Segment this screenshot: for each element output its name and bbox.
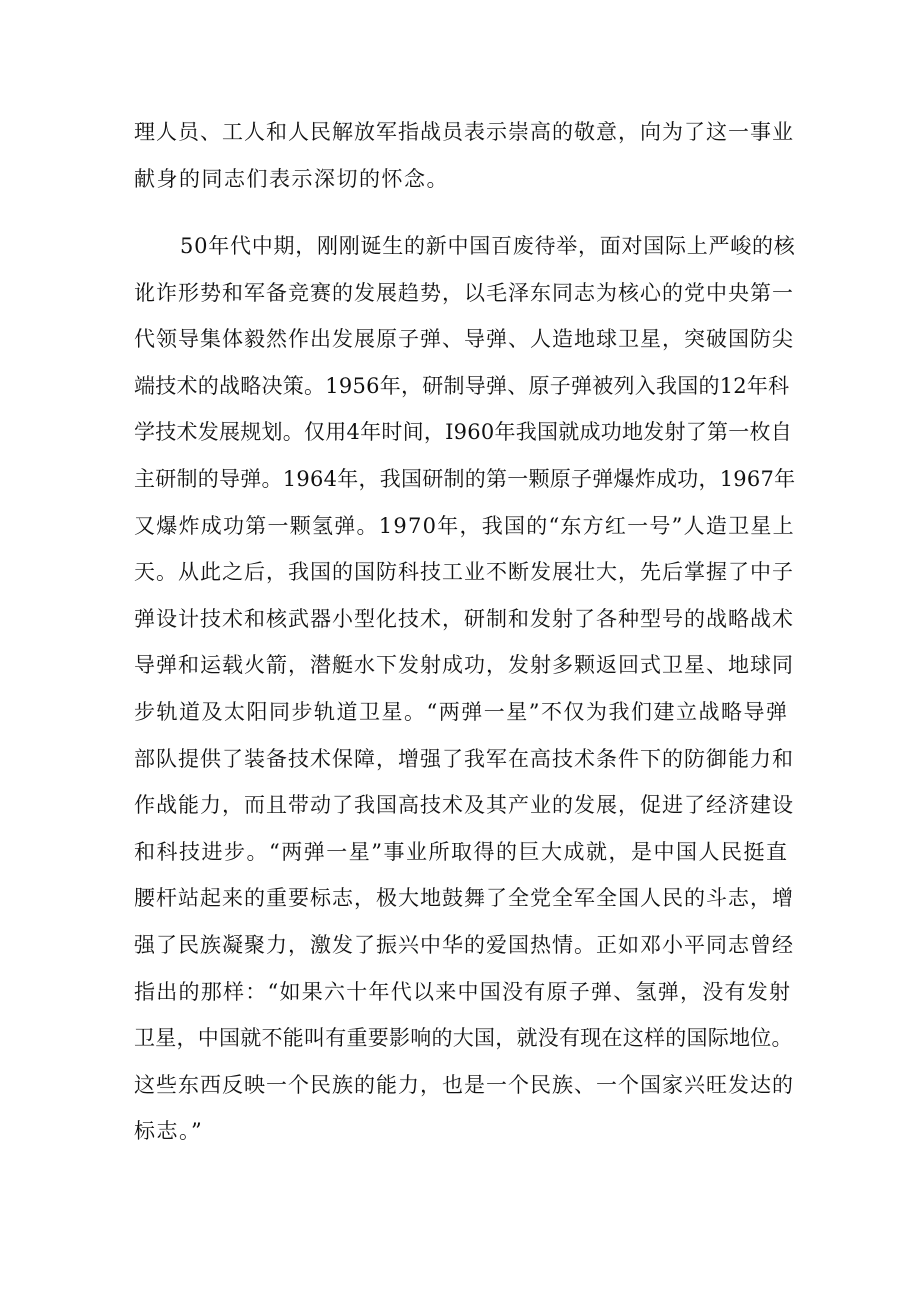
text-line: 天。从此之后，我国的国防科技工业不断发展壮大，先后掌握了中子 — [134, 560, 794, 585]
text-line: 又爆炸成功第一颗氢弹。1970年，我国的“东方红一号”人造卫星上 — [134, 513, 795, 538]
text-line: 腰杆站起来的重要标志，极大地鼓舞了全党全军全国人民的斗志，增 — [134, 886, 794, 911]
text-line: 理人员、工人和人民解放军指战员表示崇高的敬意，向为了这一事业 — [134, 120, 794, 144]
text-line: 学技术发展规划。仅用4年时间，I960年我国就成功地发射了第一枚自 — [134, 420, 792, 445]
text-line: 代领导集体毅然作出发展原子弹、导弹、人造地球卫星，突破国防尖 — [134, 327, 794, 352]
intro-paragraph-continuation — [134, 109, 796, 202]
text-line: 献身的同志们表示深切的怀念。 — [134, 166, 449, 191]
text-line: 50年代中期，刚刚诞生的新中国百废待举，面对国际上严峻的核 — [180, 234, 796, 258]
text-line: 指出的那样：“如果六十年代以来中国没有原子弹、氢弹，没有发射 — [134, 979, 792, 1004]
text-line: 部队提供了装备技术保障，增强了我军在高技术条件下的防御能力和 — [134, 746, 794, 771]
text-line: 导弹和运载火箭，潜艇水下发射成功，发射多颗返回式卫星、地球同 — [134, 653, 794, 678]
text-line: 步轨道及太阳同步轨道卫星。“两弹一星”不仅为我们建立战略导弹 — [134, 699, 789, 724]
text-line: 作战能力，而且带动了我国高技术及其产业的发展，促进了经济建设 — [134, 793, 794, 818]
text-line: 标志。” — [134, 1119, 204, 1144]
text-line: 主研制的导弹。1964年，我国研制的第一颗原子弹爆炸成功，1967年 — [134, 466, 796, 491]
main-paragraph — [134, 223, 796, 1155]
text-line: 强了民族凝聚力，激发了振兴中华的爱国热情。正如邓小平同志曾经 — [134, 932, 794, 957]
text-line: 卫星，中国就不能叫有重要影响的大国，就没有现在这样的国际地位。 — [134, 1026, 793, 1051]
text-line: 端技术的战略决策。1956年，研制导弹、原子弹被列入我国的12年科 — [134, 373, 790, 398]
text-line: 这些东西反映一个民族的能力，也是一个民族、一个国家兴旺发达的 — [134, 1072, 794, 1097]
text-line: 弹设计技术和核武器小型化技术，研制和发射了各种型号的战略战术 — [134, 606, 794, 631]
text-line: 讹诈形势和军备竞赛的发展趋势，以毛泽东同志为核心的党中央第一 — [134, 280, 794, 305]
text-line: 和科技进步。“两弹一星”事业所取得的巨大成就，是中国人民挺直 — [134, 839, 789, 864]
